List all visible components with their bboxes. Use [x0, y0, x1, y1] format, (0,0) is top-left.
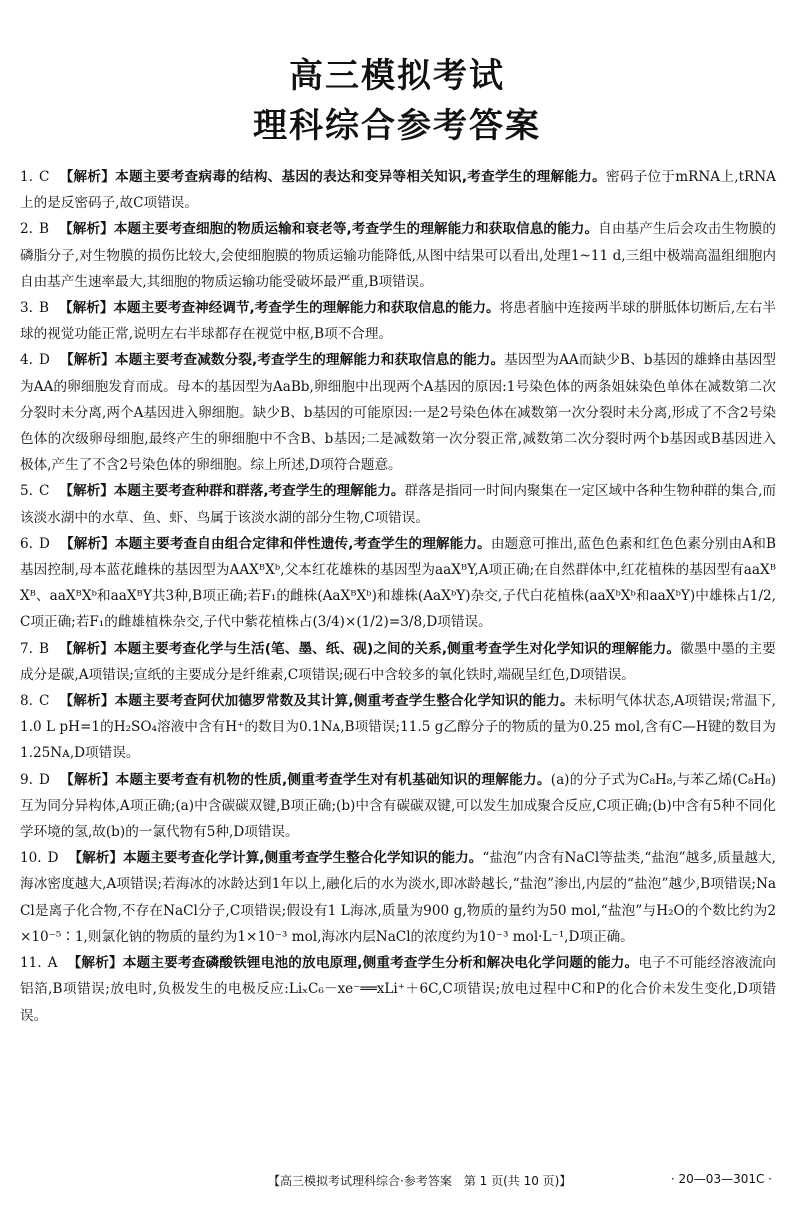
answer-item — [20, 636, 776, 688]
analysis-body: 自由基产生后会攻击生物膜的磷脂分子,对生物膜的损伤比较大,会使细胞膜的物质运输功能降低,从图中结果可以看出,处理1~11 d,三组中极端高温组细胞内自由基产生速率最大,其细胞的物质运输功能受破坏最严重,B项错误。 — [20, 221, 776, 290]
answer-item — [20, 688, 776, 767]
analysis-tag: 【解析】 — [58, 221, 114, 238]
analysis-body: “盐泡”内含有NaCl等盐类,“盐泡”越多,质量越大,海冰密度越大,A项错误;若海冰的冰龄达到1年以上,融化后的水为淡水,即冰龄越长,“盐泡”渗出,内层的“盐泡”越少,B项错误;NaCl是离子化合物,不存在NaCl分子,C项错误;假设有1 L海冰,质量为900 g,物质的量约为50 mol,“盐泡”与H₂O的个数比约为2×10⁻⁵∶1,则氯化钠的物质的量约为1×10⁻³ mol,海冰内层NaCl的浓度约为10⁻³ mol·L⁻¹,D项正确。 — [20, 850, 776, 945]
answer-number: 6. — [20, 535, 33, 552]
answer-choice: C — [38, 483, 50, 500]
answer-item — [20, 950, 776, 1029]
answer-choice: D — [38, 352, 50, 369]
answer-choice: B — [38, 300, 49, 317]
answer-item — [20, 478, 776, 530]
analysis-summary: 本题主要考查磷酸铁锂电池的放电原理,侧重考查学生分析和解决电化学问题的能力。 — [122, 955, 639, 972]
answer-item — [20, 164, 776, 216]
answer-number: 1. — [20, 169, 33, 185]
answer-choice: D — [38, 535, 50, 552]
answer-choice: C — [38, 169, 50, 185]
analysis-summary: 本题主要考查有机物的性质,侧重考查学生对有机基础知识的理解能力。 — [115, 771, 551, 788]
answer-item — [20, 845, 776, 950]
analysis-tag: 【解析】 — [59, 483, 114, 500]
answer-item — [20, 531, 776, 636]
analysis-summary: 本题主要考查减数分裂,考查学生的理解能力和获取信息的能力。 — [114, 352, 505, 369]
analysis-body: 密码子位于mRNA上,tRNA上的是反密码子,故C项错误。 — [20, 169, 776, 212]
answer-item — [20, 767, 776, 846]
analysis-summary: 本题主要考查化学计算,侧重考查学生整合化学知识的能力。 — [123, 850, 483, 867]
analysis-body: 将患者脑中连接两半球的胼胝体切断后,左右半球的视觉功能正常,说明左右半球都存在视觉中枢,B项不合理。 — [20, 300, 776, 343]
analysis-body: 徽墨中墨的主要成分是碳,A项错误;宣纸的主要成分是纤维素,C项错误;砚石中含较多的氧化铁时,端砚呈红色,D项错误。 — [20, 640, 777, 683]
analysis-body: 基因型为AA而缺少B、b基因的雄蜂由基因型为AA的卵细胞发育而成。母本的基因型为AaBb,卵细胞中出现两个A基因的原因:1号染色体的两条姐妹染色单体在减数第二次分裂时未分离,两个A基因进入卵细胞。缺少B、b基因的可能原因:一是2号染色体在减数第一次分裂时未分离,形成了不含2号染色体的次级卵母细胞,最终产生的卵细胞中不含B、b基因;二是减数第一次分裂正常,减数第二次分裂时两个b基因或B基因进入极体,产生了不含2号染色体的卵细胞。综上所述,D项符合题意。 — [20, 352, 777, 474]
answer-choice: B — [38, 221, 49, 238]
analysis-tag: 【解析】 — [59, 771, 116, 788]
answer-number: 5. — [20, 483, 33, 500]
answer-list — [20, 164, 776, 1029]
answer-number: 2. — [20, 221, 33, 238]
analysis-summary: 本题主要考查病毒的结构、基因的表达和变异等相关知识,考查学生的理解能力。 — [115, 169, 606, 185]
analysis-tag: 【解析】 — [58, 640, 114, 657]
analysis-summary: 本题主要考查阿伏加德罗常数及其计算,侧重考查学生整合化学知识的能力。 — [114, 693, 574, 710]
analysis-tag: 【解析】 — [67, 955, 123, 972]
analysis-summary: 本题主要考查种群和群落,考查学生的理解能力。 — [113, 483, 405, 500]
footer-code: · 20—03—301C · — [670, 1172, 772, 1186]
analysis-tag: 【解析】 — [59, 352, 115, 369]
analysis-summary: 本题主要考查自由组合定律和伴性遗传,考查学生的理解能力。 — [114, 535, 491, 552]
analysis-body: 群落是指同一时间内聚集在一定区域中各种生物种群的集合,而该淡水湖中的水草、鱼、虾、鸟属于该淡水湖的部分生物,C项错误。 — [20, 483, 776, 526]
analysis-summary: 本题主要考查化学与生活(笔、墨、纸、砚)之间的关系,侧重考查学生对化学知识的理解能力。 — [113, 640, 681, 657]
analysis-body: 电子不可能经溶液流向铝箔,B项错误;放电时,负极发生的电极反应:LiₓC₆－xe⁻══xLi⁺＋6C,C项错误;放电过程中C和P的化合价未发生变化,D项错误。 — [20, 955, 777, 1024]
answer-choice: D — [47, 850, 59, 867]
answer-choice: D — [38, 771, 50, 788]
analysis-tag: 【解析】 — [59, 169, 116, 185]
answer-item — [20, 295, 776, 347]
answer-number: 8. — [20, 693, 33, 710]
analysis-body: 未标明气体状态,A项错误;常温下,1.0 L pH=1的H₂SO₄溶液中含有H⁺的数目为0.1Nᴀ,B项错误;11.5 g乙醇分子的物质的量为0.25 mol,含有C—H键的数目为1.25Nᴀ,D项错误。 — [20, 693, 777, 762]
answer-choice: A — [47, 955, 58, 972]
analysis-tag: 【解析】 — [59, 693, 115, 710]
answer-choice: C — [38, 693, 50, 710]
answer-item — [20, 347, 776, 478]
page-title: 高三模拟考试 — [289, 56, 505, 96]
analysis-summary: 本题主要考查神经调节,考查学生的理解能力和获取信息的能力。 — [113, 300, 500, 317]
analysis-tag: 【解析】 — [59, 535, 115, 552]
answer-number: 4. — [20, 352, 33, 369]
answer-number: 9. — [20, 771, 33, 788]
analysis-body: (a)的分子式为C₈H₈,与苯乙烯(C₈H₈)互为同分异构体,A项正确;(a)中含碳碳双键,B项正确;(b)中含有碳碳双键,可以发生加成聚合反应,C项正确;(b)中含有5种不同化学环境的氢,故(b)的一氯代物有5种,D项错误。 — [20, 771, 777, 841]
footer-page-info: 【高三模拟考试理科综合·参考答案 第 1 页(共 10 页)】 — [268, 1174, 572, 1188]
answer-item — [20, 216, 776, 295]
answer-number: 7. — [20, 640, 33, 657]
analysis-body: 由题意可推出,蓝色色素和红色色素分别由A和B基因控制,母本蓝花雌株的基因型为AAXᴮXᵇ,父本红花雄株的基因型为aaXᴮY,A项正确;在自然群体中,红花植株的基因型有aaXᴮXᴮ、aaXᴮXᵇ和aaXᴮY共3种,B项正确;若F₁的雌株(AaXᴮXᵇ)和雄株(AaXᵇY)杂交,子代白花植株(aaXᵇXᵇ和aaXᵇY)中雄株占1/2,C项正确;若F₁的雌雄植株杂交,子代中紫花植株占(3/4)×(1/2)=3/8,D项错误。 — [20, 535, 777, 631]
answer-number: 10. — [20, 850, 42, 867]
analysis-tag: 【解析】 — [68, 850, 124, 867]
answer-number: 11. — [20, 955, 42, 972]
analysis-summary: 本题主要考查细胞的物质运输和衰老等,考查学生的理解能力和获取信息的能力。 — [113, 221, 599, 238]
page-subtitle: 理科综合参考答案 — [253, 106, 541, 146]
answer-choice: B — [38, 640, 49, 657]
analysis-tag: 【解析】 — [58, 300, 114, 317]
answer-number: 3. — [20, 300, 33, 317]
